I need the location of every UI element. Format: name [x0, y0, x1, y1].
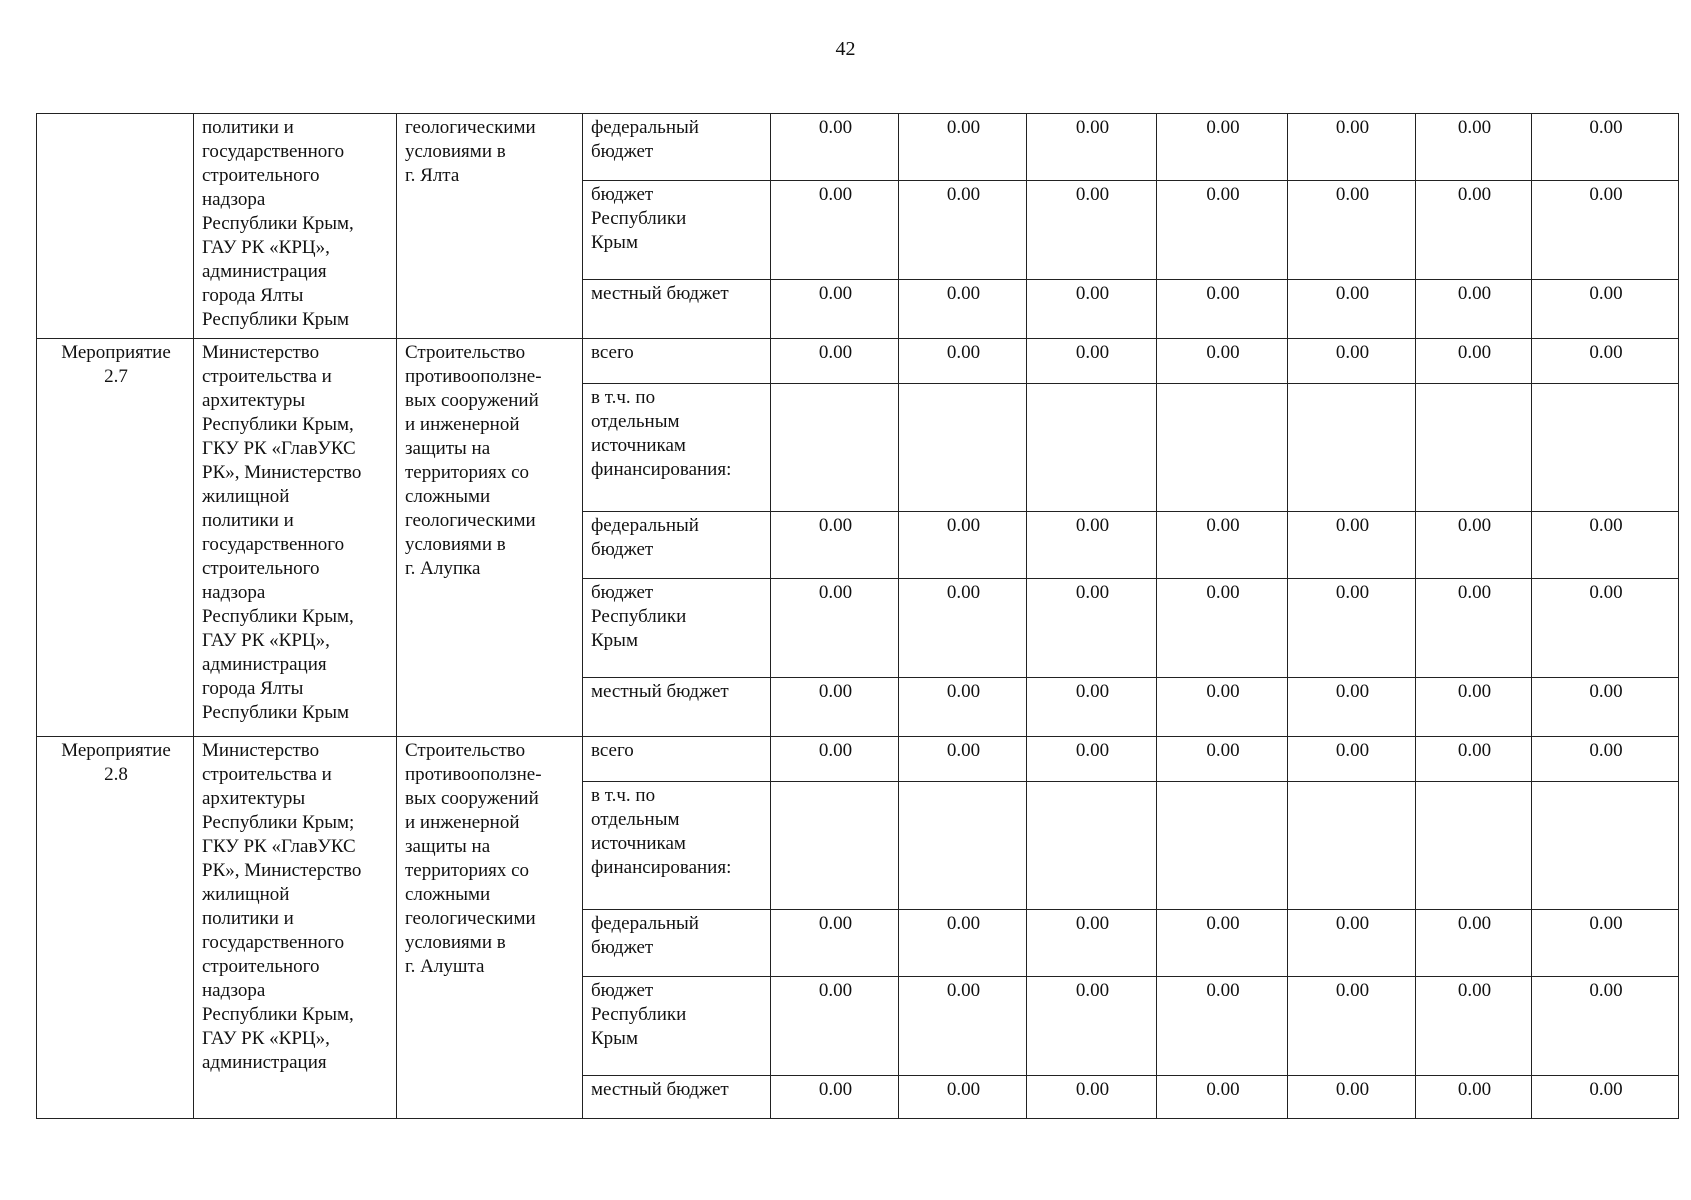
amount-cell: [771, 782, 899, 910]
amount-cell: 0.00: [1288, 512, 1416, 579]
cell-line: отдельным: [591, 809, 680, 830]
amount-cell: [1416, 384, 1532, 512]
cell-line: города Ялты: [202, 285, 304, 306]
funding-source-cell: [583, 280, 771, 339]
cell-line: ГАУ РК «КРЦ»,: [202, 1028, 330, 1049]
cell-line: бюджет: [591, 937, 654, 958]
table-row: [37, 339, 1679, 384]
amount-cell: 0.00: [771, 910, 899, 977]
cell-line: государственного: [202, 534, 345, 555]
cell-line: ГАУ РК «КРЦ»,: [202, 630, 330, 651]
amount-cell: 0.00: [771, 977, 899, 1076]
cell-line: государственного: [202, 932, 345, 953]
amount-cell: 0.00: [899, 579, 1027, 678]
cell-line: Крым: [591, 630, 638, 651]
cell-line: 2.7: [104, 366, 128, 387]
cell-line: 2.8: [104, 764, 128, 785]
amount-cell: 0.00: [899, 280, 1027, 339]
cell-line: г. Алушта: [405, 956, 485, 977]
amount-cell: 0.00: [1288, 280, 1416, 339]
cell-line: источникам: [591, 435, 686, 456]
amount-cell: 0.00: [1416, 910, 1532, 977]
cell-line: в т.ч. по: [591, 785, 656, 806]
cell-line: строительного: [202, 165, 320, 186]
cell-line: Мероприятие: [61, 342, 171, 363]
amount-cell: 0.00: [1157, 181, 1288, 280]
cell-line: федеральный: [591, 515, 699, 536]
cell-line: сложными: [405, 486, 491, 507]
funding-source-cell: [583, 114, 771, 181]
amount-cell: 0.00: [1027, 1076, 1157, 1119]
cell-line: жилищной: [202, 486, 290, 507]
cell-line: Республики Крым,: [202, 213, 354, 234]
amount-cell: 0.00: [771, 280, 899, 339]
cell-line: Республики Крым,: [202, 1004, 354, 1025]
cell-line: Мероприятие: [61, 740, 171, 761]
cell-line: архитектуры: [202, 390, 306, 411]
amount-cell: 0.00: [1532, 737, 1679, 782]
executor-cell: [194, 737, 397, 1119]
cell-line: города Ялты: [202, 678, 304, 699]
amount-cell: 0.00: [899, 339, 1027, 384]
amount-cell: [771, 384, 899, 512]
cell-line: геологическими: [405, 908, 536, 929]
amount-cell: 0.00: [1157, 1076, 1288, 1119]
amount-cell: 0.00: [1416, 512, 1532, 579]
cell-line: РК», Министерство: [202, 860, 362, 881]
cell-line: политики и: [202, 908, 294, 929]
amount-cell: 0.00: [899, 737, 1027, 782]
amount-cell: [1532, 782, 1679, 910]
budget-table: [36, 113, 1679, 1119]
cell-line: строительного: [202, 558, 320, 579]
funding-source-cell: [583, 339, 771, 384]
amount-cell: 0.00: [1027, 512, 1157, 579]
cell-line: РК», Министерство: [202, 462, 362, 483]
cell-line: и инженерной: [405, 414, 520, 435]
amount-cell: 0.00: [899, 977, 1027, 1076]
cell-line: политики и: [202, 510, 294, 531]
cell-line: сложными: [405, 884, 491, 905]
funding-source-cell: [583, 737, 771, 782]
funding-source-cell: [583, 910, 771, 977]
cell-line: политики и: [202, 117, 294, 138]
amount-cell: 0.00: [771, 1076, 899, 1119]
cell-line: ГАУ РК «КРЦ»,: [202, 237, 330, 258]
amount-cell: [1027, 782, 1157, 910]
amount-cell: 0.00: [1416, 977, 1532, 1076]
description-cell: [397, 114, 583, 339]
amount-cell: 0.00: [1288, 114, 1416, 181]
amount-cell: 0.00: [1157, 737, 1288, 782]
cell-line: бюджет: [591, 539, 654, 560]
measure-name-cell: [37, 339, 194, 737]
cell-line: Строительство: [405, 342, 526, 363]
cell-line: условиями в: [405, 141, 506, 162]
cell-line: Крым: [591, 232, 638, 253]
amount-cell: 0.00: [1532, 977, 1679, 1076]
description-cell: [397, 737, 583, 1119]
cell-line: всего: [591, 740, 634, 761]
amount-cell: 0.00: [1027, 579, 1157, 678]
cell-line: противооползне-: [405, 366, 542, 387]
cell-line: местный бюджет: [591, 1079, 729, 1100]
amount-cell: 0.00: [899, 114, 1027, 181]
amount-cell: 0.00: [1416, 339, 1532, 384]
measure-name-cell: [37, 114, 194, 339]
cell-line: строительного: [202, 956, 320, 977]
cell-line: Республики Крым,: [202, 414, 354, 435]
cell-line: Республики: [591, 606, 687, 627]
amount-cell: 0.00: [771, 737, 899, 782]
cell-line: условиями в: [405, 534, 506, 555]
cell-line: финансирования:: [591, 857, 732, 878]
cell-line: территориях со: [405, 860, 530, 881]
cell-line: надзора: [202, 980, 266, 1001]
amount-cell: 0.00: [771, 114, 899, 181]
amount-cell: [1157, 782, 1288, 910]
table-row: [37, 737, 1679, 782]
cell-line: Республики Крым: [202, 702, 350, 723]
cell-line: в т.ч. по: [591, 387, 656, 408]
amount-cell: 0.00: [771, 339, 899, 384]
cell-line: всего: [591, 342, 634, 363]
cell-line: геологическими: [405, 117, 536, 138]
funding-source-cell: [583, 384, 771, 512]
measure-name-cell: [37, 737, 194, 1119]
amount-cell: 0.00: [771, 181, 899, 280]
amount-cell: 0.00: [1416, 579, 1532, 678]
cell-line: г. Ялта: [405, 165, 460, 186]
cell-line: бюджет: [591, 582, 654, 603]
amount-cell: 0.00: [1288, 737, 1416, 782]
amount-cell: 0.00: [1532, 114, 1679, 181]
amount-cell: 0.00: [1532, 910, 1679, 977]
amount-cell: [1532, 384, 1679, 512]
funding-source-cell: [583, 782, 771, 910]
cell-line: вых сооружений: [405, 788, 539, 809]
amount-cell: 0.00: [1416, 181, 1532, 280]
cell-line: Министерство: [202, 740, 320, 761]
amount-cell: 0.00: [1416, 114, 1532, 181]
amount-cell: 0.00: [1288, 181, 1416, 280]
amount-cell: 0.00: [1288, 910, 1416, 977]
amount-cell: 0.00: [1288, 1076, 1416, 1119]
amount-cell: 0.00: [1027, 737, 1157, 782]
amount-cell: [1288, 384, 1416, 512]
cell-line: Республики Крым: [202, 309, 350, 330]
cell-line: финансирования:: [591, 459, 732, 480]
cell-line: ГКУ РК «ГлавУКС: [202, 438, 356, 459]
cell-line: надзора: [202, 582, 266, 603]
amount-cell: 0.00: [771, 678, 899, 737]
cell-line: отдельным: [591, 411, 680, 432]
amount-cell: [899, 782, 1027, 910]
amount-cell: 0.00: [899, 512, 1027, 579]
amount-cell: [1288, 782, 1416, 910]
amount-cell: 0.00: [1416, 678, 1532, 737]
page-number: 42: [835, 38, 856, 60]
amount-cell: 0.00: [1288, 339, 1416, 384]
cell-line: защиты на: [405, 836, 491, 857]
cell-line: вых сооружений: [405, 390, 539, 411]
cell-line: архитектуры: [202, 788, 306, 809]
amount-cell: 0.00: [1288, 977, 1416, 1076]
amount-cell: 0.00: [1027, 339, 1157, 384]
cell-line: местный бюджет: [591, 283, 729, 304]
cell-line: Министерство: [202, 342, 320, 363]
amount-cell: 0.00: [1157, 512, 1288, 579]
description-cell: [397, 339, 583, 737]
cell-line: строительства и: [202, 764, 332, 785]
cell-line: Строительство: [405, 740, 526, 761]
amount-cell: 0.00: [1157, 910, 1288, 977]
amount-cell: 0.00: [771, 579, 899, 678]
amount-cell: 0.00: [899, 1076, 1027, 1119]
amount-cell: 0.00: [1532, 1076, 1679, 1119]
cell-line: Крым: [591, 1028, 638, 1049]
cell-line: и инженерной: [405, 812, 520, 833]
amount-cell: 0.00: [771, 512, 899, 579]
amount-cell: 0.00: [1532, 339, 1679, 384]
amount-cell: 0.00: [1157, 977, 1288, 1076]
executor-cell: [194, 114, 397, 339]
amount-cell: 0.00: [1288, 579, 1416, 678]
amount-cell: 0.00: [899, 181, 1027, 280]
cell-line: федеральный: [591, 913, 699, 934]
amount-cell: 0.00: [1532, 280, 1679, 339]
cell-line: противооползне-: [405, 764, 542, 785]
amount-cell: 0.00: [1157, 339, 1288, 384]
amount-cell: 0.00: [1532, 579, 1679, 678]
cell-line: жилищной: [202, 884, 290, 905]
amount-cell: 0.00: [1027, 114, 1157, 181]
cell-line: бюджет: [591, 980, 654, 1001]
amount-cell: 0.00: [1157, 114, 1288, 181]
amount-cell: 0.00: [1027, 977, 1157, 1076]
cell-line: защиты на: [405, 438, 491, 459]
cell-line: бюджет: [591, 184, 654, 205]
amount-cell: 0.00: [1027, 181, 1157, 280]
table-row: [37, 114, 1679, 181]
amount-cell: 0.00: [1288, 678, 1416, 737]
cell-line: ГКУ РК «ГлавУКС: [202, 836, 356, 857]
funding-source-cell: [583, 181, 771, 280]
cell-line: местный бюджет: [591, 681, 729, 702]
cell-line: Республики: [591, 208, 687, 229]
cell-line: администрация: [202, 1052, 327, 1073]
amount-cell: 0.00: [1157, 678, 1288, 737]
amount-cell: 0.00: [1157, 280, 1288, 339]
amount-cell: 0.00: [1416, 280, 1532, 339]
cell-line: источникам: [591, 833, 686, 854]
cell-line: бюджет: [591, 141, 654, 162]
executor-cell: [194, 339, 397, 737]
amount-cell: 0.00: [1027, 280, 1157, 339]
amount-cell: 0.00: [1532, 181, 1679, 280]
table-body: [37, 114, 1679, 1119]
cell-line: Республики Крым,: [202, 606, 354, 627]
amount-cell: 0.00: [1532, 678, 1679, 737]
amount-cell: 0.00: [1416, 737, 1532, 782]
amount-cell: 0.00: [899, 678, 1027, 737]
cell-line: строительства и: [202, 366, 332, 387]
cell-line: Республики: [591, 1004, 687, 1025]
cell-line: федеральный: [591, 117, 699, 138]
amount-cell: 0.00: [1027, 678, 1157, 737]
funding-source-cell: [583, 977, 771, 1076]
funding-source-cell: [583, 579, 771, 678]
cell-line: Республики Крым;: [202, 812, 355, 833]
amount-cell: 0.00: [899, 910, 1027, 977]
cell-line: надзора: [202, 189, 266, 210]
amount-cell: [1416, 782, 1532, 910]
amount-cell: 0.00: [1027, 910, 1157, 977]
amount-cell: 0.00: [1532, 512, 1679, 579]
cell-line: г. Алупка: [405, 558, 481, 579]
cell-line: государственного: [202, 141, 345, 162]
cell-line: территориях со: [405, 462, 530, 483]
funding-source-cell: [583, 1076, 771, 1119]
amount-cell: 0.00: [1416, 1076, 1532, 1119]
cell-line: геологическими: [405, 510, 536, 531]
amount-cell: 0.00: [1157, 579, 1288, 678]
amount-cell: [899, 384, 1027, 512]
funding-source-cell: [583, 678, 771, 737]
cell-line: администрация: [202, 261, 327, 282]
cell-line: условиями в: [405, 932, 506, 953]
amount-cell: [1157, 384, 1288, 512]
funding-source-cell: [583, 512, 771, 579]
cell-line: администрация: [202, 654, 327, 675]
amount-cell: [1027, 384, 1157, 512]
